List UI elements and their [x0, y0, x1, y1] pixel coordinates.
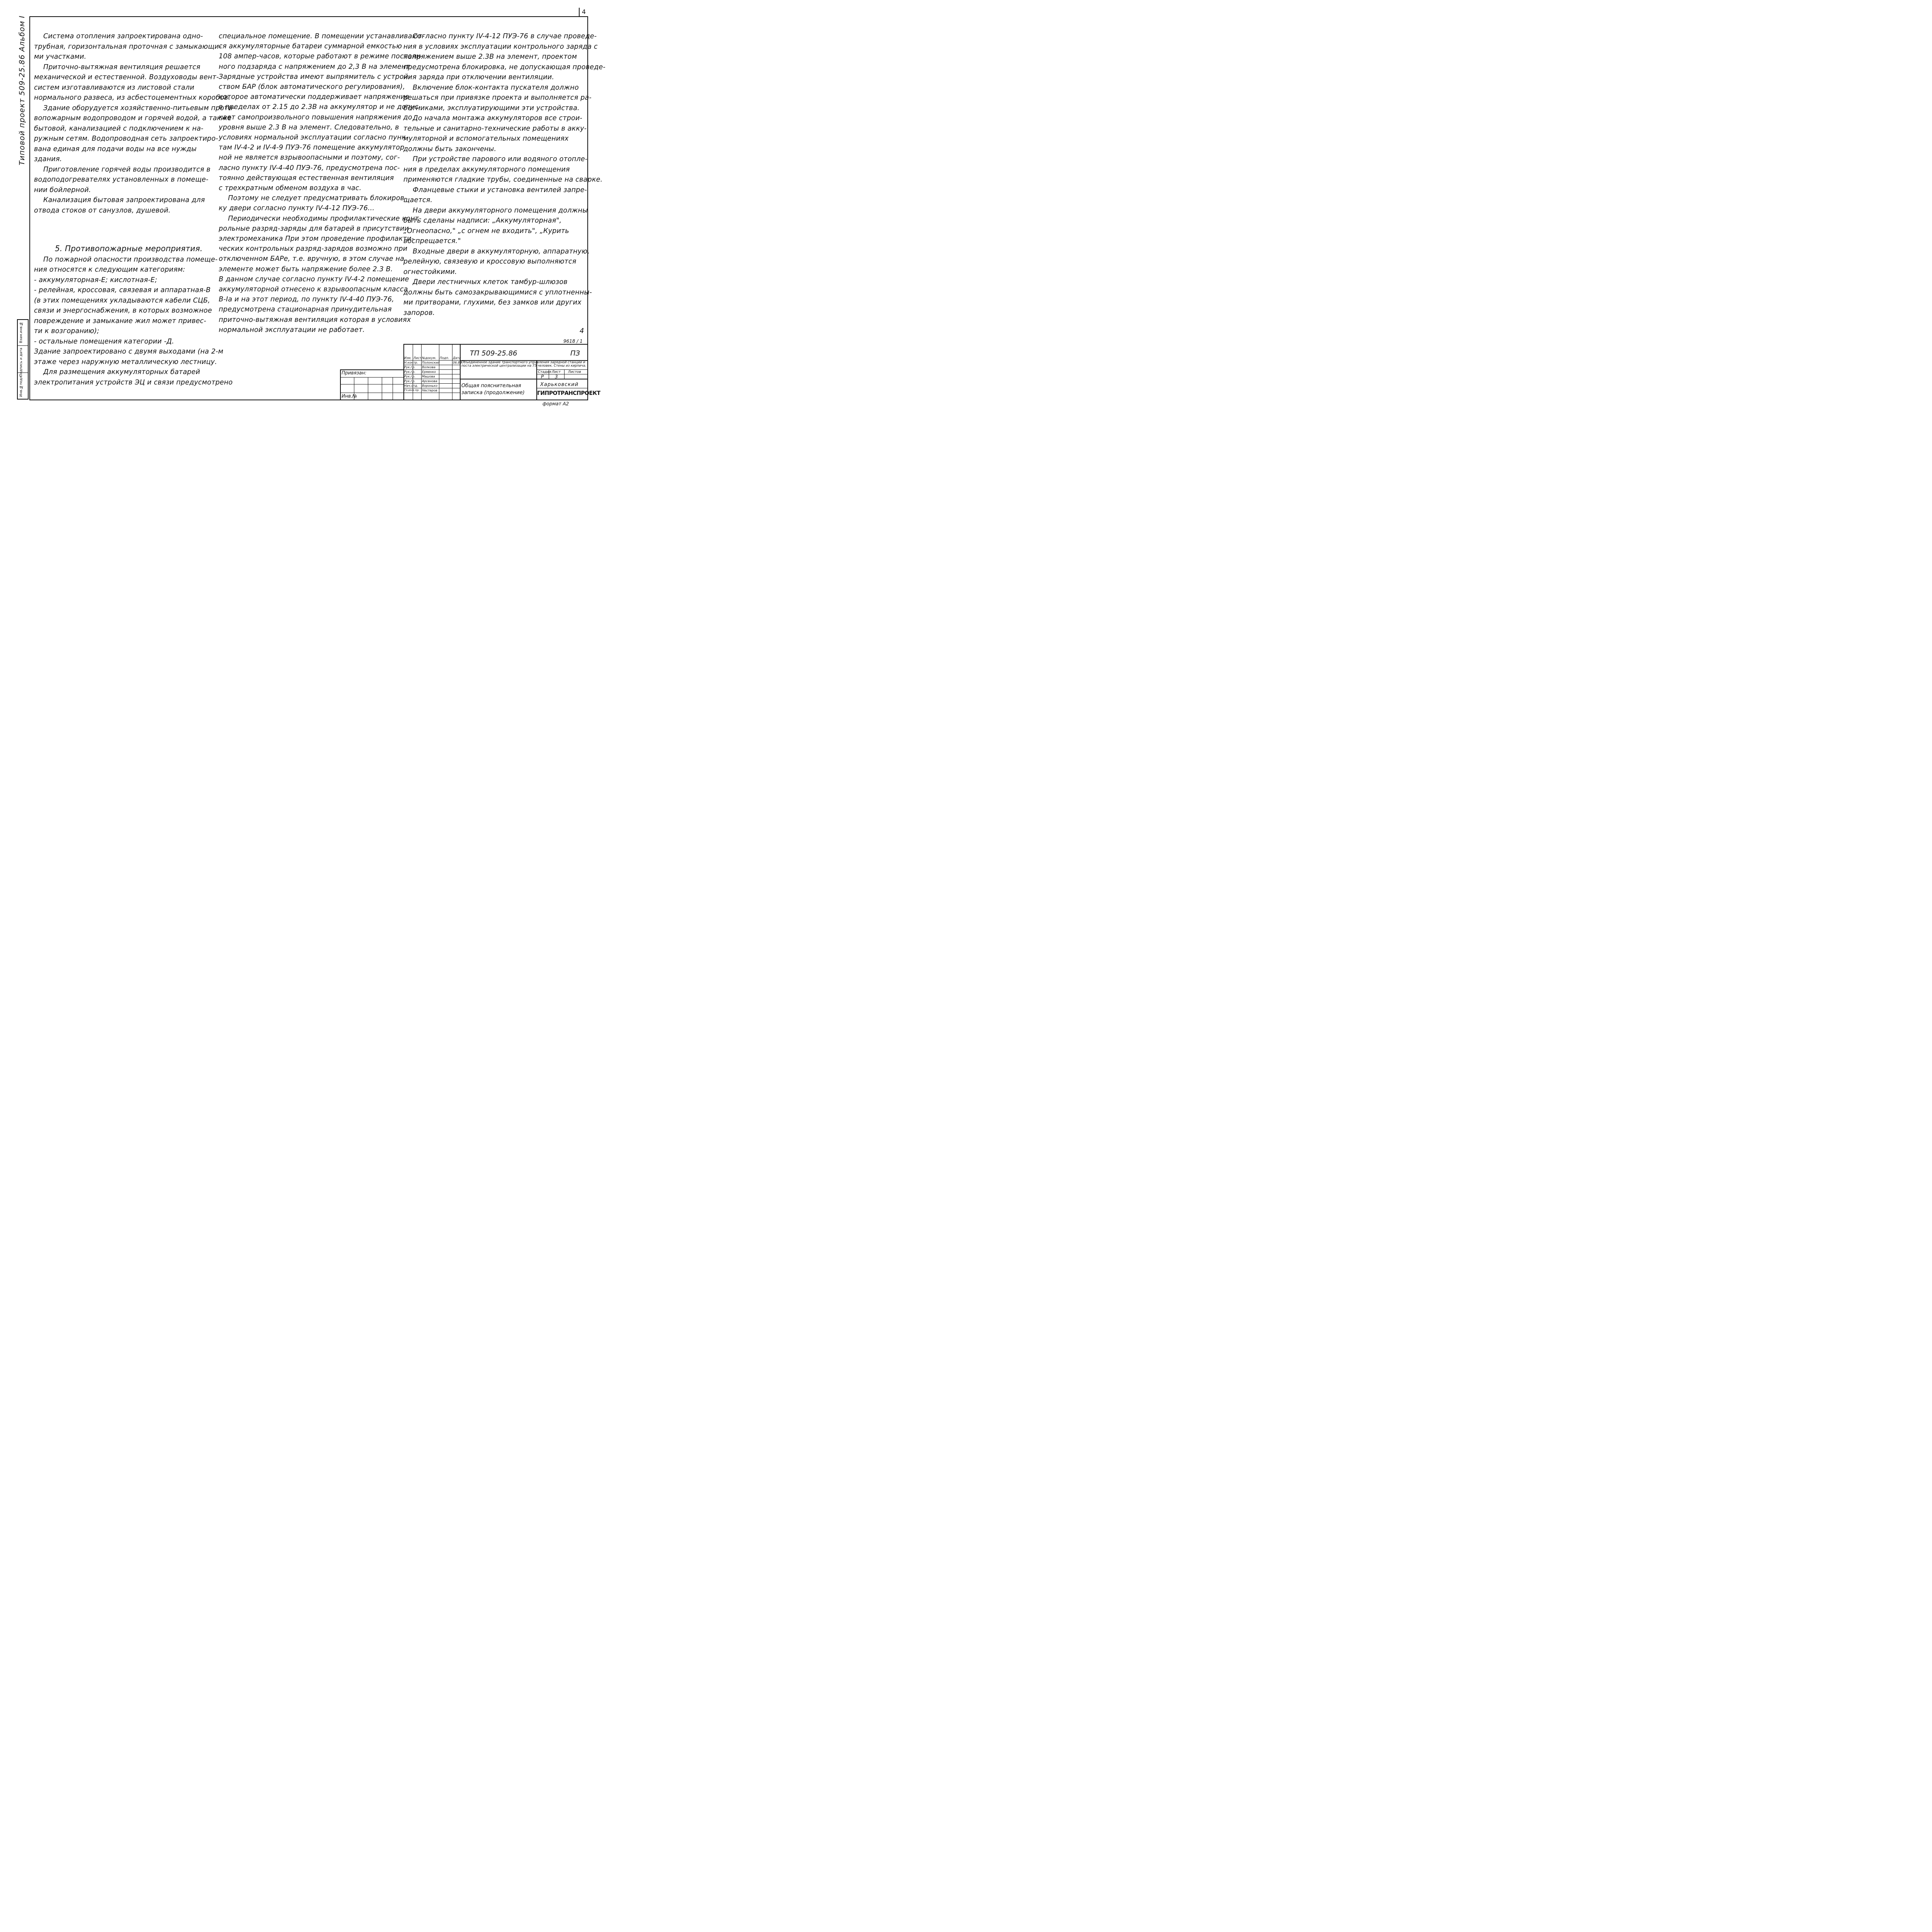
col2-line: ку двери согласно пункту IV-4-12 ПУЭ-76... [219, 204, 375, 213]
left-stamp-sign: Подпись и дата [19, 348, 23, 377]
col3-line: быть сделаны надписи: „Аккумуляторная", [403, 217, 562, 224]
stage-head: Стадия [538, 370, 551, 374]
col3-line: „Огнеопасно," „с огнем не входить", „Курить [403, 227, 569, 235]
col1-line: ружным сетям. Водопроводная сеть запроектиро- [34, 135, 218, 143]
col1-line: нии бойлерной. [34, 186, 91, 194]
col2-line: ной не является взрывоопасными и поэтому, сог- [219, 154, 400, 162]
col2-line: тоянно действующая естественная вентиляция [219, 174, 394, 182]
col1-line: повреждение и замыкание жил может привес- [34, 317, 206, 325]
role-7: Гл.инж.пр. [404, 389, 420, 392]
col3-line: Фланцевые стыки и установка вентилей запре- [413, 186, 587, 194]
col3-line: должны быть закончены. [403, 145, 497, 153]
page-mark: 4 [580, 327, 584, 335]
name-2: Волкова [422, 366, 435, 369]
sheet-mark: ПЗ [570, 349, 580, 357]
col2-line: с трехкратным обменом воздуха в час. [219, 184, 362, 192]
format-label: формат А2 [543, 401, 569, 406]
name-5: Арсенова [422, 379, 437, 383]
col-head-date: Дата [453, 356, 461, 360]
col3-line: релейную, связевую и кроссовую выполняются [403, 258, 577, 265]
col1-line: трубная, горизонтальная проточная с замыкающи- [34, 43, 222, 51]
left-stamp [17, 319, 29, 400]
col1-line: Здание запроектировано с двумя выходами (на 2-м [34, 348, 223, 355]
col1-line: Здание оборудуется хозяйственно-питьевым проти- [43, 104, 235, 112]
name-3: Ерменко [422, 370, 436, 374]
col3-line: муляторной и вспомогательных помещениях [403, 135, 569, 143]
text-column-1 [34, 32, 235, 386]
project-code: ТП 509-25.86 [470, 349, 517, 357]
col3-line: Входные двери в аккумуляторную, аппаратную, [413, 247, 590, 255]
name-7: Нестеров [422, 389, 437, 392]
col3-line: огнестойкими. [403, 268, 457, 276]
title-block [340, 344, 600, 400]
organization-city: Харьковский [540, 382, 579, 388]
sheet-head: Лист [552, 370, 561, 374]
col1-line: электропитания устройств ЭЦ и связи предусмотрено [34, 378, 233, 386]
col2-line: ством БАР (блок автоматического регулирования), [219, 83, 405, 91]
col1-line: вана единая для подачи воды на все нужды [34, 145, 197, 153]
name-1: Полонский [422, 361, 440, 364]
col2-line: ласно пункту IV-4-40 ПУЭ-76, предусмотрена пос- [219, 164, 400, 172]
col2-line: Зарядные устройства имеют выпрямитель с устрой- [219, 73, 411, 81]
sheet-corner-number: 4 [579, 8, 588, 16]
col3-line: Двери лестничных клеток тамбур-шлюзов [413, 278, 568, 286]
col-head-sign: Подп. [440, 356, 449, 360]
stage-value: Р [541, 374, 544, 379]
col3-line: предусмотрена блокировка, не допускающая проведе- [403, 63, 605, 71]
col3-line: решаться при привязке проекта и выполняется ра- [403, 94, 592, 102]
col1-line: - остальные помещения категории -Д. [34, 337, 174, 345]
col3-line: щается. [403, 196, 433, 204]
side-title [15, 15, 31, 178]
building-description: Объединенное здание транспортного управления зарядной станции и поста электрической централизации на 75 человек. Стены из кирпича. [461, 361, 587, 368]
col2-line: кает самопроизвольного повышения напряжения до [219, 113, 412, 121]
col3-line: До начала монтажа аккумуляторов все строи- [413, 114, 583, 122]
col2-line: условиях нормальной эксплуатации согласно пунк- [219, 134, 408, 141]
document-number: 9618 / 1 [563, 338, 583, 344]
col1-line: (в этих помещениях укладываются кабели СЦБ, [34, 296, 210, 304]
document-title: Общая пояснительная записка (продолжение) [461, 383, 525, 396]
col3-line: ми притворами, глухими, без замков или других [403, 299, 582, 306]
col3-line: На двери аккумуляторного помещения должны [413, 206, 588, 214]
col3-line: При устройстве парового или водяного отопле- [413, 155, 588, 163]
col1-line: бытовой, канализацией с подключением к на- [34, 124, 204, 133]
col2-line: нормальной эксплуатации не работает. [219, 326, 365, 334]
col2-line: которое автоматически поддерживает напряжение [219, 93, 410, 101]
col2-line: Поэтому не следует предусматривать блокиров- [228, 194, 407, 202]
col2-line: рольные разряд-заряды для батарей в присутствии [219, 224, 409, 233]
sheet-value: 3 [555, 374, 558, 379]
col1-line: этаже через наружную металлическую лестницу. [34, 358, 217, 366]
col2-line: ся аккумуляторные батареи суммарной емкостью [219, 43, 402, 51]
col1-line: ния относятся к следующим категориям: [34, 266, 185, 274]
col3-line: ния заряда при отключении вентиляции. [403, 73, 554, 81]
side-title-text: Типовой проект 509-25.86 Альбом I [18, 15, 26, 165]
sheets-head: Листов [568, 370, 581, 374]
col2-line: ческих контрольных разряд-зарядов возможно при [219, 245, 408, 253]
col3-line: ботниками, эксплуатирующими эти устройства. [403, 104, 580, 112]
col1-line: вопожарным водопроводом и горячей водой, а также [34, 114, 232, 122]
col2-line: Периодически необходимы профилактические конт- [228, 214, 422, 223]
privyazan-label: Привязан: [342, 370, 367, 376]
inv-label: Инв.№ [342, 393, 357, 399]
col1-line: 5. Противопожарные мероприятия. [55, 244, 203, 253]
col3-line: тельные и санитарно-технические работы в акку- [403, 124, 587, 133]
role-1: Н.контр. [404, 361, 418, 364]
col1-line: ти к возгоранию); [34, 327, 99, 335]
col2-line: 108 ампер-часов, которые работают в режиме постоян- [219, 53, 423, 61]
col1-line: - аккумуляторная-Е; кислотная-Е; [34, 276, 157, 284]
col2-line: в пределах от 2.15 до 2.3В на аккумулятор и не допус- [219, 103, 421, 111]
col1-line: здания. [34, 155, 62, 163]
col1-line: Система отопления запроектирована одно- [43, 32, 203, 40]
col2-line: аккумуляторной отнесено к взрывоопасным класса [219, 286, 408, 293]
col3-line: запоров. [403, 309, 435, 317]
col1-line: механической и естественной. Воздуховоды вент- [34, 73, 219, 81]
sign-date: 06.84 [453, 361, 462, 364]
col3-line: ния в пределах аккумуляторного помещения [403, 165, 570, 173]
col1-line: отвода стоков от санузлов, душевой. [34, 206, 171, 214]
col3-line: должны быть самозакрывающимися с уплотненны- [403, 288, 592, 296]
role-4: Рук.гр. [404, 375, 415, 378]
col1-line: ми участками. [34, 53, 87, 61]
col3-line: Включение блок-контакта пускателя должно [413, 83, 579, 92]
col1-line: нормального развеса, из асбестоцементных коробов. [34, 94, 231, 102]
col2-line: электромеханика При этом проведение профилакти- [219, 235, 414, 243]
col1-line: - релейная, кроссовая, связевая и аппаратная-В [34, 286, 211, 294]
col3-line: Согласно пункту IV-4-12 ПУЭ-76 в случае проведе- [413, 32, 597, 40]
role-3: Рук.гр. [404, 370, 415, 374]
col2-line: В данном случае согласно пункту IV-4-2 помещение [219, 275, 409, 283]
col1-line: Канализация бытовая запроектирована для [43, 196, 205, 204]
col2-line: элементе может быть напряжение более 2.3 В. [219, 265, 393, 273]
name-6: Воронько [422, 384, 438, 388]
col2-line: отключенном БАРе, т.е. вручную, в этом случае на [219, 255, 405, 263]
col2-line: приточно-вытяжная вентиляция которая в условиях [219, 316, 411, 324]
col1-line: водоподогревателях установленных в помеще- [34, 176, 209, 184]
organization-name: ГИПРОТРАНСПРОЕКТ [537, 390, 600, 396]
col1-line: связи и энергоснабжения, в которых возможное [34, 307, 212, 315]
col3-line: применяются гладкие трубы, соединенные на сварке. [403, 176, 603, 184]
text-column-3 [403, 32, 605, 317]
col1-line: систем изготавливаются из листовой стали [34, 83, 194, 92]
col3-line: напряжением выше 2.3В на элемент, проектом [403, 53, 577, 61]
role-6: Нач.отд. [404, 384, 418, 388]
col-head-doc: №докум. [422, 356, 436, 360]
left-stamp-vzam: Взам.инв.№ [19, 321, 23, 344]
col1-line: Приточно-вытяжная вентиляция решается [43, 63, 201, 71]
role-2: Рук.гр. [404, 366, 415, 369]
col1-line: Для размещения аккумуляторных батарей [43, 368, 200, 376]
col2-line: там IV-4-2 и IV-4-9 ПУЭ-76 помещение аккумулятор [219, 144, 405, 152]
col2-line: уровня выше 2.3 В на элемент. Следовательно, в [219, 123, 399, 131]
role-5: Рук.гр. [404, 379, 415, 383]
col2-line: ного подзаряда с напряжением до 2,3 В на элемент. [219, 63, 412, 71]
col2-line: В-Iа и на этот период, по пункту IV-4-40 ПУЭ-76, [219, 296, 394, 304]
col2-line: специальное помещение. В помещении устанавливают- [219, 32, 425, 40]
col3-line: ния в условиях эксплуатации контрольного заряда с [403, 43, 598, 51]
col1-line: По пожарной опасности производства помеще- [43, 255, 218, 264]
col-head-izm: Изм. [404, 356, 412, 360]
col3-line: воспрещается." [403, 237, 461, 245]
name-4: Машова [422, 375, 435, 378]
col1-line: Приготовление горячей воды производится в [43, 165, 211, 173]
left-stamp-inv: Инв.№подл. [19, 375, 23, 397]
col-head-list: Лист [413, 356, 422, 360]
col2-line: предусмотрена стационарная принудительная [219, 306, 392, 314]
